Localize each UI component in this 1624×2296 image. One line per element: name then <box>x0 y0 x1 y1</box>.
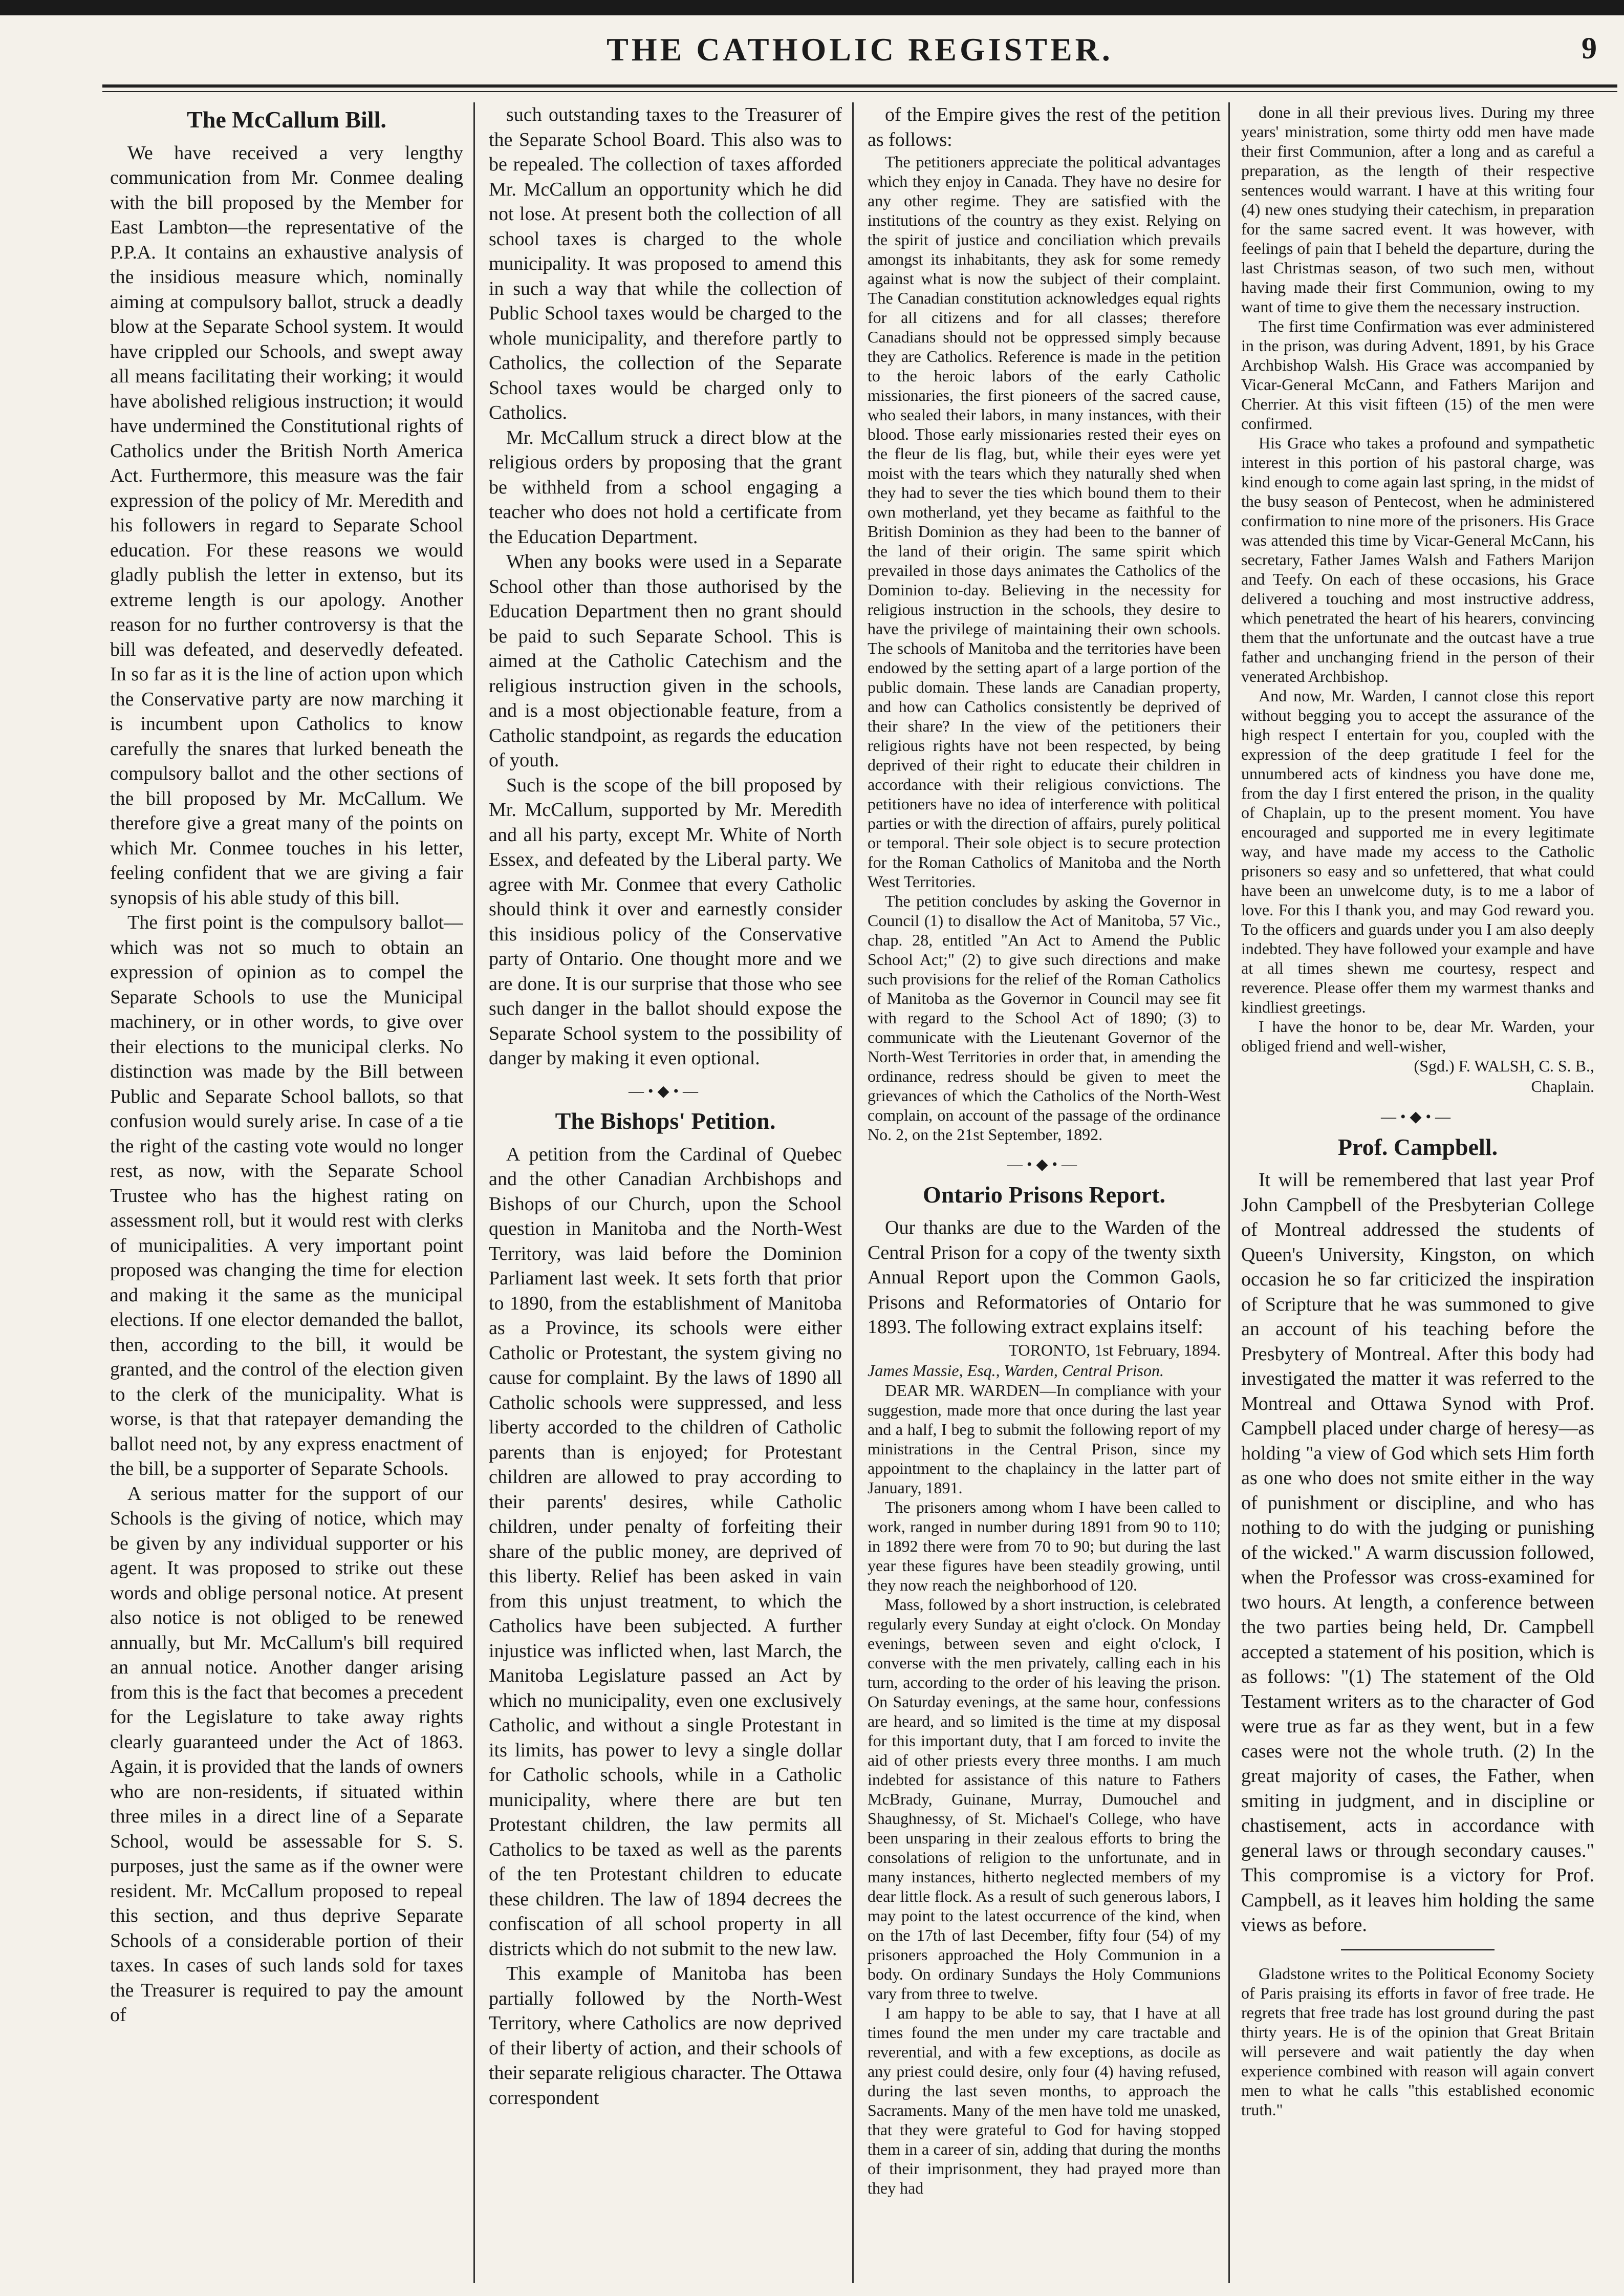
letter-paragraph: done in all their previous lives. During my three years' ministration, some thirty odd men have made their first Communion, after a long and as careful a preparation, as the length of their respective sentences would warrant. I have at this writing four (4) new ones studying their catechism, in preparation for the same sacred event. It was however, with feelings of pain that I beheld the departure, during the last Christmas season, of two such men, without having made their first Communion, owing to my want of time to give them the necessary instruction. <box>1241 103 1594 316</box>
masthead-rule <box>102 84 1617 88</box>
article-paragraph: The first point is the compulsory ballot—which was not so much to obtain an expression of opinion as to compel the Separate Schools to use the Municipal machinery, or in other words, to give over their elections to the municipal clerks. No distinction was made by the Bill between Public and Separate School ballots, so that confusion would surely arise. In case of a tie the right of the casting vote would no longer rest, as now, with the Separate School Trustee who has the highest rating on assessment roll, but it would rest with clerks of municipalities. A very important point proposed was changing the time for election and making it the same as the municipal elections. If one elector demanded the ballot, then, according to the bill, it would be granted, and the control of the election given to the clerk of the municipality. What is worse, is that that ratepayer demanding the ballot need not, by any express enactment of the bill, be a supporter of Separate Schools. <box>110 912 463 1479</box>
letter-paragraph: DEAR MR. WARDEN—In compliance with your suggestion, made more that once during the last year and a half, I beg to submit the following report of my ministrations in the Central Prison, since my appointment to the chaplaincy in the latter part of January, 1891. <box>868 1381 1221 1497</box>
article-paragraph: When any books were used in a Separate School other than those authorised by the Education Department then no grant should be paid to such Separate School. This is aimed at the Catholic Catechism and the religious instruction given in the schools, and is a most objectionable feature, from a Catholic standpoint, as regards the education of youth. <box>489 551 842 771</box>
letter-paragraph: The prisoners among whom I have been called to work, ranged in number during 1891 from 90 to 110; in 1892 there were from 70 to 90; but during the last year these figures have been steadily growing, until they now reach the neighborhood of 120. <box>868 1497 1221 1594</box>
column-1 <box>110 102 463 2288</box>
article-paragraph: A petition from the Cardinal of Quebec and the other Canadian Archbishops and Bishops of our Church, upon the School question in Manitoba and the North-West Territory, was laid before the Dominion Parliament last week. It sets forth that prior to 1890, from the establishment of Manitoba as a Province, its schools were either Catholic or Protestant, the system giving no cause for complaint. By the laws of 1890 all Catholic schools were suppressed, and less liberty accorded to the children of Catholic parents than is enjoyed; for Protestant children are allowed to pray according to their parents' desires, while Catholic children, under penalty of forfeiting their share of the public money, are deprived of this liberty. Relief has been asked in vain from this unjust treatment, to which the Catholics have been subjected. A further injustice was inflicted when, last March, the Manitoba Legislature passed an Act by which no municipality, even one exclusively Catholic, and without a single Protestant in its limits, has power to levy a single dollar for Catholic schools, while in a Catholic municipality, where there are but ten Protestant children, the law permits all Catholics to be taxed as well as the parents of the ten Protestant children to educate these children. The law of 1894 decrees the confiscation of all school property in all districts which do not submit to the new law. <box>489 1143 842 1960</box>
article-paragraph: A serious matter for the support of our Schools is the giving of notice, which may be given by any individual supporter or his agent. It was proposed to strike out these words and oblige personal notice. At present also notice is not obliged to be renewed annually, but Mr. McCallum's bill required an annual notice. Another danger arising from this is the fact that becomes a precedent for the Legislature to take away rights clearly guaranteed under the Act of 1863. Again, it is provided that the lands of owners who are non-residents, if situated within three miles in a direct line of a Separate School, would be assessable for S. S. purposes, just the same as if the owner were resident. Mr. McCallum proposed to repeal this section, and thus deprive Separate Schools of a considerable portion of their taxes. In cases of such lands sold for taxes the Treasurer is required to pay the amount of <box>110 1483 463 2026</box>
article-heading-prof-campbell: Prof. Campbell. <box>1337 1133 1498 1160</box>
article-paragraph: We have received a very lengthy communication from Mr. Conmee dealing with the bill proposed by the Member for East Lambton—the representative of the P.P.A. It contains an exhaustive analysis of the insidious measure which, nominally aiming at compulsory ballot, struck a deadly blow at the Separate School system. It would have crippled our Schools, and swept away all means facilitating their working; it would have abolished religious instruction; it would have undermined the Constitutional rights of Catholics under the British North America Act. Furthermore, this measure was the fair expression of the policy of Mr. Meredith and his followers in regard to Separate School education. For these reasons we would gladly publish the letter in extenso, but its extreme length is our apology. Another reason for no further controversy is that the bill was defeated, and deservedly defeated. In so far as it is the line of action upon which the Conservative party are now marching it is incumbent upon Catholics to know carefully the snares that lurked beneath the compulsory ballot and the other sections of the bill proposed by Mr. McCallum. We therefore give a great many of the points on which Mr. Conmee touches in his letter, feeling confident that we are giving a fair synopsis of his able study of this bill. <box>110 142 463 909</box>
petition-text: The petition concludes by asking the Governor in Council (1) to disallow the Act of Manitoba, 57 Vic., chap. 28, entitled "An Act to Amend the Public School Act;" (2) to give such directions and make such provisions for the relief of the Roman Catholics of Manitoba as the Governor in Council may see fit with regard to the School Act of 1890; (3) to communicate with the Lieutenant Governor of the North-West Territories in order that, in amending the ordinance, redress should be given to meet the grievances of which the Catholics of the North-West complain, on account of the passage of the ordinance No. 2, on the 21st September, 1892. <box>868 892 1221 1144</box>
section-ornament: —•◆•— <box>1380 1108 1455 1125</box>
article-paragraph: Such is the scope of the bill proposed by Mr. McCallum, supported by Mr. Meredith and all his party, except Mr. White of North Essex, and defeated by the Liberal party. We agree with Mr. Conmee that every Catholic should think it over and earnestly consider this insidious policy of the Conservative party of Ontario. One thought more and we are done. It is our surprise that those who see such danger in the ballot should expose the Separate School system to the possibility of danger by making it even optional. <box>489 774 842 1069</box>
article-paragraph: Gladstone writes to the Political Economy Society of Paris praising its efforts in favor of free trade. He regrets that free trade has lost ground during the past thirty years. He is of the opinion that Great Britain will persevere and wait patiently the day when experience combined with reason will again convert men to what he calls "this established economic truth." <box>1241 1964 1594 2119</box>
letter-signature-title: Chaplain. <box>1531 1077 1594 1096</box>
letter-paragraph: And now, Mr. Warden, I cannot close this report without begging you to accept the assurance of the high respect I entertain for you, coupled with the expression of the deep gratitude I feel for the unnumbered acts of kindness you have done me, from the day I first entered the prison, in the quality of Chaplain, up to the present moment. You have encouraged and supported me in every legitimate way, and have made my access to the Catholic prisoners so easy and so unfettered, that what could have been an unwelcome duty, is to me a labor of love. For this I thank you, and may God reward you. To the officers and guards under you I am also deeply indebted. They have followed your example and have at all times shewn me courtesy, respect and reverence. Please offer them my warmest thanks and kindliest greetings. <box>1241 686 1594 1016</box>
column-divider <box>1228 102 1230 2283</box>
newspaper-title: THE CATHOLIC REGISTER. <box>607 31 1113 68</box>
column-divider <box>473 102 475 2283</box>
separator-rule <box>1341 1949 1495 1950</box>
article-paragraph: Mr. McCallum struck a direct blow at the religious orders by proposing that the grant be withheld from a school engaging a teacher who does not hold a certificate from the Education Department. <box>489 426 842 548</box>
column-3 <box>868 102 1221 2288</box>
article-heading-bishops-petition: The Bishops' Petition. <box>555 1108 776 1134</box>
scan-top-border <box>0 0 1624 15</box>
letter-dateline: TORONTO, 1st February, 1894. <box>1008 1340 1221 1359</box>
article-paragraph: It will be remembered that last year Prof John Campbell of the Presbyterian College of Montreal addressed the students of Queen's University, Kingston, on which occasion he so far criticized the inspiration of Scripture that he was summoned to give an account of his teaching before the Presbytery of Montreal. After this body had investigated the matter it was referred to the Montreal and Ottawa Synod with Prof. Campbell placed under charge of heresy—as holding "a view of God which sets Him forth as one who does not smite either in the way of punishment or discipline, and who has nothing to do with the judging or punishing of the wicked." A warm discussion followed, when the Professor was cross-examined for two hours. At length, a conference between the two parties being held, Dr. Campbell accepted a statement of his position, which is as follows: "(1) The statement of the Old Testament writers as to the character of God were true as far as they went, but in a few cases were not the whole truth. (2) In the great majority of cases, the Father, when smiting in judgment, and in discipline or chastisement, acts in accordance with general laws or through secondary causes." This compromise is a victory for Prof. Campbell, as it leaves him holding the same views as before. <box>1241 1169 1594 1936</box>
article-paragraph: of the Empire gives the rest of the petition as follows: <box>868 104 1221 151</box>
column-4 <box>1241 102 1594 2288</box>
letter-paragraph: Mass, followed by a short instruction, is celebrated regularly every Sunday at eight o'clock. On Monday evenings, between seven and eight o'clock, I converse with the men privately, calling each in his turn, according to the order of his leaving the prison. On Saturday evenings, at the same hour, confessions are heard, and so limited is the time at my disposal for this important duty, that I am forced to invite the aid of other priests every three months. I am much indebted for assistance of this nature to Fathers McBrady, Guinane, Murray, Dumouchel and Shaughnessy, of St. Michael's College, who have been unsparing in their zealous efforts to bring the consolations of religion to the unfortunate, and in many instances, hitherto neglected members of my dear little flock. As a result of such generous labors, I may point to the latest occurrence of the kind, when on the 17th of last December, fifty four (54) of my prisoners approached the Holy Communion in a body. On ordinary Sundays the Holy Communions vary from three to twelve. <box>868 1595 1221 2003</box>
article-heading-prisons-report: Ontario Prisons Report. <box>922 1181 1165 1208</box>
masthead <box>102 31 1617 87</box>
letter-paragraph: His Grace who takes a profound and sympathetic interest in this portion of his pastoral charge, was kind enough to come again last spring, in the midst of the busy season of Pentecost, when he administered confirmation to nine more of the prisoners. His Grace was attended this time by Vicar-General McCann, his secretary, Father James Walsh and Fathers Marijon and Teefy. On each of these occasions, his Grace delivered a touching and most instructive address, which penetrated the heart of his hearers, convincing them that the unfortunate and the outcast have a true father and unchanging friend in the person of their venerated Archbishop. <box>1241 434 1594 685</box>
column-2 <box>489 102 842 2288</box>
masthead-rule-thin <box>102 91 1617 92</box>
section-ornament: —•◆•— <box>1007 1156 1081 1173</box>
article-paragraph: This example of Manitoba has been partially followed by the North-West Territory, where Catholics are now deprived of their liberty of action, and their schools of their separate religious character. The Ottawa correspondent <box>489 1963 842 2109</box>
letter-signature: (Sgd.) F. WALSH, C. S. B., <box>1414 1057 1594 1075</box>
column-divider <box>852 102 854 2283</box>
petition-text: The petitioners appreciate the political advantages which they enjoy in Canada. They have no desire for any other regime. They are satisfied with the institutions of the country as they exist. Relying on the spirit of justice and conciliation which prevails amongst its inhabitants, they ask for some remedy against what is now the subject of their complaint. The Canadian constitution acknowledges equal rights for all citizens and for all classes; therefore Canadians should not be oppressed simply because they are Catholics. Reference is made in the petition to the heroic labors of the early Catholic missionaries, the first pioneers of the sacred cause, who sealed their labors, in many instances, with their blood. Those early missionaries rested their eyes on the fleur de lis flag, but, while their eyes were yet moist with the tears which they naturally shed when they had to sever the ties which bound them to their own motherland, yet they became as faithful to the British Dominion as they had been to the banner of the land of their origin. The same spirit which prevailed in those days animates the Catholics of the Dominion to-day. Believing in the necessity for religious instruction in the schools, they desire to have the privilege of maintaining their own schools. The schools of Manitoba and the territories have been endowed by the setting apart of a large portion of the public domain. These lands are Canadian property, and how can Catholics consistently be deprived of their share? In the view of the petitioners their religious rights have not been respected, by being deprived of their right to educate their children in accordance with their religious convictions. The petitioners have no idea of interference with political parties or with the direction of affairs, purely political or temporal. Their sole object is to secure protection for the Roman Catholics of Manitoba and the North West Territories. <box>868 153 1221 891</box>
article-paragraph: such outstanding taxes to the Treasurer of the Separate School Board. This also was to be repealed. The collection of taxes afforded Mr. McCallum an opportunity which he did not lose. At present both the collection of all school taxes is charged to the whole municipality. It was proposed to amend this in such a way that while the collection of Public School taxes would be charged to the whole municipality, and therefore partly to Catholics, the collection of the Separate School taxes would be charged only to Catholics. <box>489 104 842 423</box>
page-number: 9 <box>1582 31 1597 65</box>
letter-paragraph: I am happy to be able to say, that I have at all times found the men under my care tractable and reverential, and with a few exceptions, as docile as any priest could desire, only four (4) having refused, during the last seven months, to approach the Sacraments. Many of the men have told me unasked, that they were grateful to God for having stopped them in a career of sin, adding that during the months of their imprisonment, they had prayed more than they had <box>868 2003 1221 2197</box>
article-paragraph: Our thanks are due to the Warden of the Central Prison for a copy of the twenty sixth Annual Report upon the Common Gaols, Prisons and Reformatories of Ontario for 1893. The following extract explains itself: <box>868 1217 1221 1338</box>
letter-paragraph: I have the honor to be, dear Mr. Warden, your obliged friend and well-wisher, <box>1241 1017 1594 1055</box>
letter-paragraph: The first time Confirmation was ever administered in the prison, was during Advent, 1891, by his Grace Archbishop Walsh. His Grace was accompanied by Vicar-General McCann, and Fathers Marijon and Cherrier. At this visit fifteen (15) of the men were confirmed. <box>1241 317 1594 433</box>
article-heading-mccallum-bill: The McCallum Bill. <box>187 106 386 133</box>
section-ornament: —•◆•— <box>628 1082 703 1100</box>
letter-addressee: James Massie, Esq., Warden, Central Prison. <box>868 1361 1164 1380</box>
